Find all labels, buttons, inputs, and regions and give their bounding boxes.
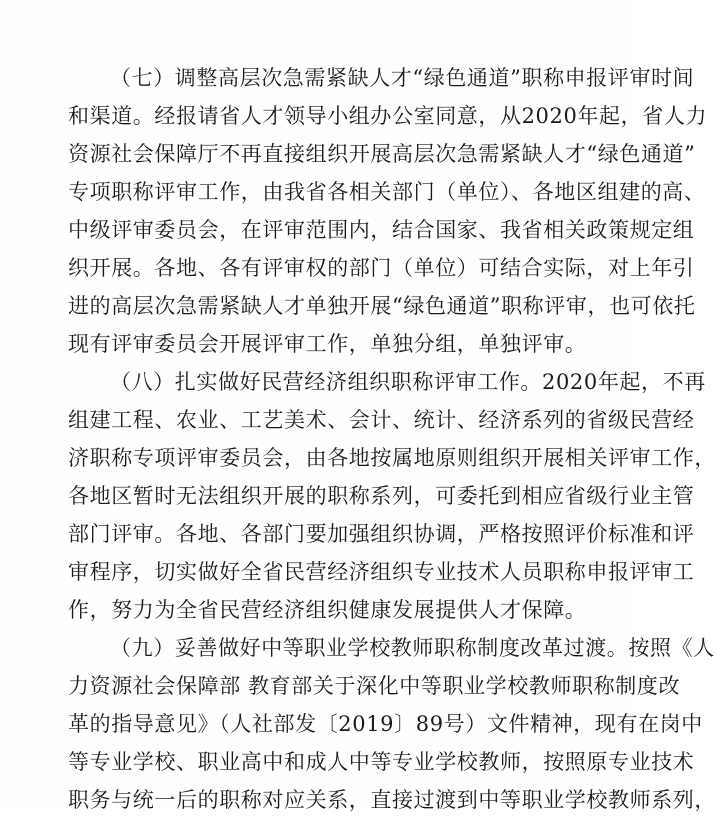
para9-line-4: 等专业学校、职业高中和成人中等专业学校教师，按照原专业技术 <box>68 750 695 774</box>
para8-line-2: 组建工程、农业、工艺美术、会计、统计、经济系列的省级民营经 <box>68 408 695 432</box>
para7-line-2: 和渠道。经报请省人才领导小组办公室同意，从2020年起，省人力 <box>68 104 708 128</box>
para9-line-1: （九）妥善做好中等职业学校教师职称制度改革过渡。按照《人 <box>110 636 715 660</box>
para7-line-1: （七）调整高层次急需紧缺人才“绿色通道”职称申报评审时间 <box>110 66 695 90</box>
para9-line-3: 革的指导意见》（人社部发〔2019〕89号）文件精神，现有在岗中 <box>68 712 703 736</box>
para9-line-2: 力资源社会保障部 教育部关于深化中等职业学校教师职称制度改 <box>68 674 681 698</box>
para8-line-6: 审程序，切实做好全省民营经济组织专业技术人员职称申报评审工 <box>68 560 695 584</box>
para7-line-6: 织开展。各地、各有评审权的部门（单位）可结合实际，对上年引 <box>68 256 695 280</box>
para8-line-5: 部门评审。各地、各部门要加强组织协调，严格按照评价标准和评 <box>68 522 695 546</box>
para8-line-7: 作，努力为全省民营经济组织健康发展提供人才保障。 <box>68 598 587 622</box>
para7-line-8: 现有评审委员会开展评审工作，单独分组，单独评审。 <box>68 332 587 356</box>
para7-line-5: 中级评审委员会，在评审范围内，结合国家、我省相关政策规定组 <box>68 218 695 242</box>
para8-line-4: 各地区暂时无法组织开展的职称系列，可委托到相应省级行业主管 <box>68 484 695 508</box>
para8-line-3: 济职称专项评审委员会，由各地按属地原则组织开展相关评审工作， <box>68 446 716 470</box>
para8-line-1: （八）扎实做好民营经济组织职称评审工作。2020年起，不再 <box>110 370 706 394</box>
para7-line-3: 资源社会保障厅不再直接组织开展高层次急需紧缺人才“绿色通道” <box>68 142 696 166</box>
para7-line-4: 专项职称评审工作，由我省各相关部门（单位）、各地区组建的高、 <box>68 180 706 204</box>
para9-line-5: 职务与统一后的职称对应关系，直接过渡到中等职业学校教师系列， <box>68 788 716 812</box>
para7-line-7: 进的高层次急需紧缺人才单独开展“绿色通道”职称评审，也可依托 <box>68 294 696 318</box>
